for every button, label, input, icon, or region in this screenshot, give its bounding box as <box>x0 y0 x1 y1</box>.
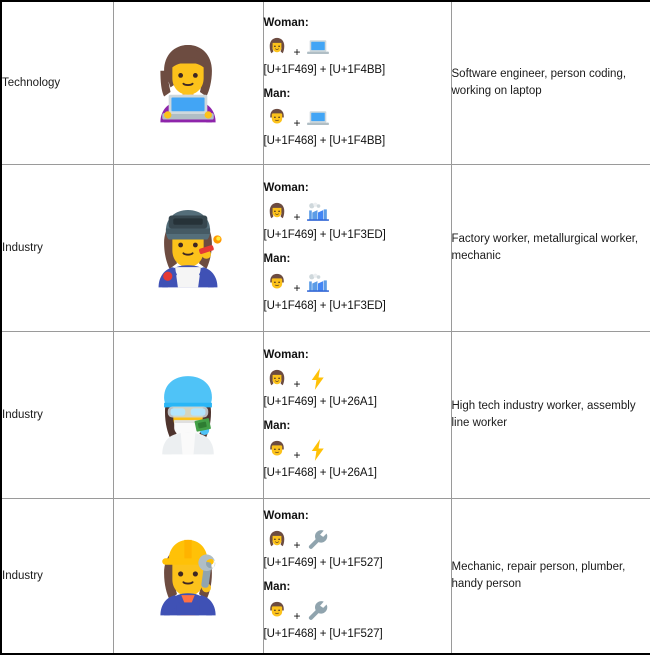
woman-technologist-emoji <box>142 34 234 126</box>
woman-welder-emoji <box>142 199 234 291</box>
plus-sign: + <box>293 447 301 462</box>
wrench-emoji <box>305 527 331 553</box>
table-row <box>1 1 650 164</box>
man-codepoints: [U+1F468] + [U+26A1] <box>263 466 377 479</box>
woman-face-emoji <box>264 366 290 392</box>
woman-label: Woman: <box>263 348 309 361</box>
man-codepoints: [U+1F468] + [U+1F4BB] <box>263 134 386 147</box>
woman-variant-block <box>264 182 451 241</box>
man-glyph-row <box>264 435 451 465</box>
woman-variant-block <box>264 349 451 408</box>
category-cell <box>1 498 113 654</box>
description-text: High tech industry worker, assembly line worker <box>451 399 636 429</box>
man-face-emoji <box>264 105 290 131</box>
woman-label: Woman: <box>263 16 309 29</box>
category-label: Technology <box>2 76 61 89</box>
man-label: Man: <box>263 580 291 593</box>
man-face-emoji <box>264 270 290 296</box>
man-variant-block <box>264 420 451 479</box>
woman-lab-technician-emoji <box>142 366 234 458</box>
woman-glyph-row <box>264 32 451 62</box>
category-cell <box>1 164 113 331</box>
category-cell <box>1 331 113 498</box>
emoji-cell <box>113 498 263 654</box>
category-label: Industry <box>2 241 43 254</box>
plus-sign: + <box>293 280 301 295</box>
plus-sign: + <box>293 209 301 224</box>
plus-sign: + <box>293 44 301 59</box>
woman-glyph-row <box>264 197 451 227</box>
man-label: Man: <box>263 87 291 100</box>
codes-cell <box>263 498 451 654</box>
man-variant-block <box>264 581 451 640</box>
description-cell <box>451 1 650 164</box>
man-variant-block <box>264 88 451 147</box>
description-text: Software engineer, person coding, working on laptop <box>451 68 627 97</box>
description-cell <box>451 498 650 654</box>
man-codepoints: [U+1F468] + [U+1F3ED] <box>263 299 386 312</box>
description-text: Factory worker, metallurgical worker, mechanic <box>451 232 639 262</box>
description-cell <box>451 164 650 331</box>
table-row <box>1 331 650 498</box>
woman-label: Woman: <box>263 509 309 522</box>
woman-glyph-row <box>264 364 451 394</box>
man-glyph-row <box>264 103 451 133</box>
man-label: Man: <box>263 252 291 265</box>
woman-codepoints: [U+1F469] + [U+1F3ED] <box>263 228 386 241</box>
woman-construction-worker-emoji <box>142 527 234 619</box>
description-text: Mechanic, repair person, plumber, handy person <box>451 561 626 590</box>
high-voltage-emoji <box>305 366 331 392</box>
woman-glyph-row <box>264 525 451 555</box>
plus-sign: + <box>293 537 301 552</box>
woman-label: Woman: <box>263 181 309 194</box>
woman-codepoints: [U+1F469] + [U+1F4BB] <box>263 63 386 76</box>
description-cell <box>451 331 650 498</box>
category-label: Industry <box>2 569 43 582</box>
plus-sign: + <box>293 376 301 391</box>
codes-cell <box>263 331 451 498</box>
factory-emoji <box>305 270 331 296</box>
woman-face-emoji <box>264 34 290 60</box>
high-voltage-emoji <box>305 437 331 463</box>
codes-cell <box>263 1 451 164</box>
woman-codepoints: [U+1F469] + [U+1F527] <box>263 556 383 569</box>
codes-cell <box>263 164 451 331</box>
man-variant-block <box>264 253 451 312</box>
category-label: Industry <box>2 408 43 421</box>
table-row <box>1 498 650 654</box>
wrench-emoji <box>305 598 331 624</box>
emoji-cell <box>113 331 263 498</box>
plus-sign: + <box>293 115 301 130</box>
plus-sign: + <box>293 608 301 623</box>
table-row <box>1 164 650 331</box>
man-codepoints: [U+1F468] + [U+1F527] <box>263 627 383 640</box>
man-face-emoji <box>264 598 290 624</box>
man-label: Man: <box>263 419 291 432</box>
laptop-emoji <box>305 105 331 131</box>
woman-face-emoji <box>264 527 290 553</box>
emoji-cell <box>113 1 263 164</box>
laptop-emoji <box>305 34 331 60</box>
man-glyph-row <box>264 596 451 626</box>
woman-variant-block <box>264 17 451 76</box>
category-cell <box>1 1 113 164</box>
emoji-cell <box>113 164 263 331</box>
woman-variant-block <box>264 510 451 569</box>
man-face-emoji <box>264 437 290 463</box>
man-glyph-row <box>264 268 451 298</box>
factory-emoji <box>305 199 331 225</box>
woman-codepoints: [U+1F469] + [U+26A1] <box>263 395 377 408</box>
woman-face-emoji <box>264 199 290 225</box>
